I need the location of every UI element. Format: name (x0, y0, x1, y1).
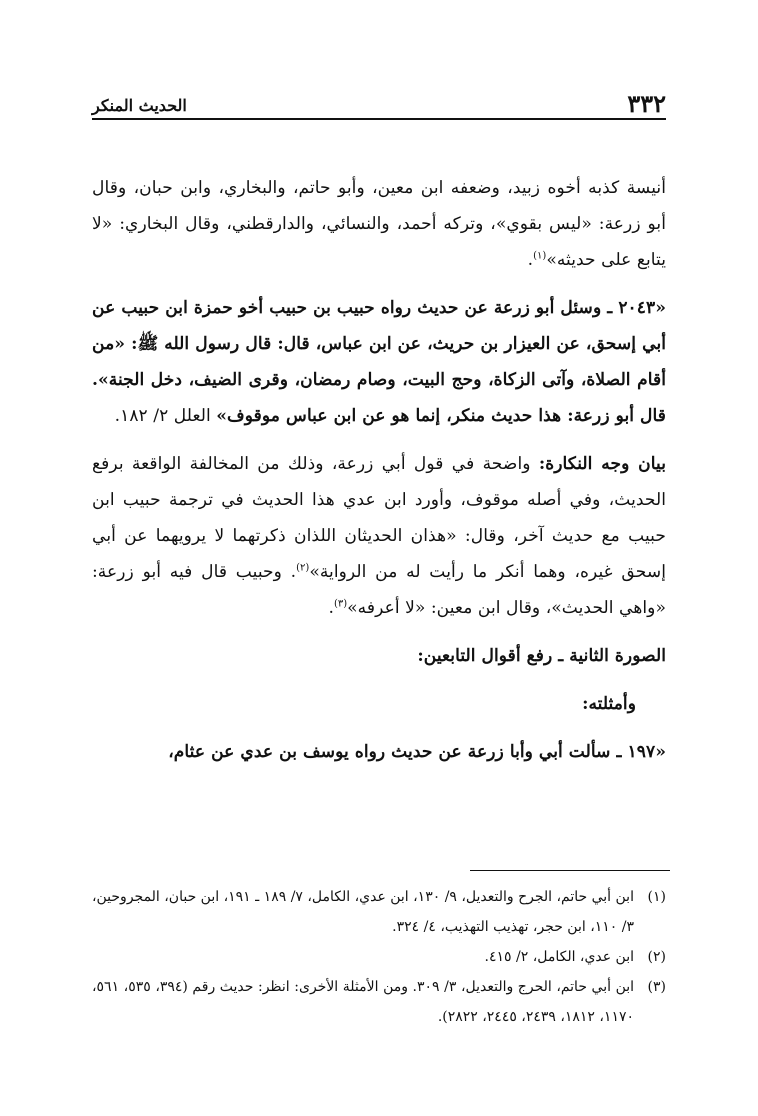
footnote-text: ابن عدي، الكامل، ٢/ ٤١٥. (484, 949, 634, 965)
hadith-2043-source: العلل ٢/ ١٨٢. (114, 406, 217, 426)
paragraph-2043 (92, 290, 666, 434)
body-text (92, 170, 666, 770)
paragraph-explanation (92, 446, 666, 626)
footnotes (92, 882, 666, 1032)
footnote-text: ابن أبي حاتم، الحرج والتعديل، ٣/ ٣٠٩. ومن الأمثلة الأخرى: انظر: حديث رقم (٣٩٤، ٥٣٥، ٥٦١، ١١٧٠، ١٨١٢، ٢٤٣٩، ٢٤٤٥، ٢٨٢٢). (92, 979, 635, 1025)
footnote-ref-2: (٢) (296, 562, 310, 574)
footnote-number: (١) (647, 889, 666, 905)
paragraph-1-end: . (527, 250, 534, 270)
footnote-2 (92, 942, 666, 972)
running-title: الحديث المنكر (92, 96, 187, 115)
explanation-text-a: واضحة في قول أبي زرعة، وذلك من المخالفة الواقعة برفع الحديث، وفي أصله موقوف، وأورد ابن عدي هذا الحديث في ترجمة حبيب ابن حبيب مع حديث آخر، وقال: «هذان الحديثان اللذان ذكرتهما لا يرويهما عن أبي إسحق غيره، وهما أنكر ما رأيت له من الرواية» (92, 454, 666, 582)
page-number: ٣٣٢ (627, 89, 666, 118)
paragraph-197: «١٩٧ ـ سألت أبي وأبا زرعة عن حديث رواه يوسف بن عدي عن عثام، (168, 742, 666, 762)
examples-label: وأمثلته: (582, 694, 636, 714)
footnote-text: ابن أبي حاتم، الجرح والتعديل، ٩/ ١٣٠، ابن عدي، الكامل، ٧/ ١٨٩ ـ ١٩١، ابن حبان، المجروحين، ٣/ ١١٠، ابن حجر، تهذيب التهذيب، ٤/ ٣٢٤. (92, 889, 634, 935)
footnote-divider (470, 870, 670, 871)
explanation-end: . (328, 598, 334, 618)
footnote-ref-3: (٣) (333, 598, 348, 610)
footnote-number: (٢) (647, 949, 666, 965)
hadith-2043-text: «٢٠٤٣ ـ وسئل أبو زرعة عن حديث رواه حبيب بن حبيب أخو حمزة ابن حبيب عن أبي إسحق، عن العيزار بن حريث، عن ابن عباس، قال: قال رسول الله ﷺ: «من أقام الصلاة، وآتى الزكاة، وحج البيت، وصام رمضان، وقرى الضيف، دخل الجنة». قال أبو زرعة: هذا حديث منكر، إنما هو عن ابن عباس موقوف» (92, 298, 666, 426)
footnote-1 (92, 882, 666, 942)
footnote-ref-1: (١) (533, 250, 547, 262)
page-header (92, 84, 666, 120)
explanation-label: بيان وجه النكارة: (538, 454, 666, 474)
section-title: الصورة الثانية ـ رفع أقوال التابعين: (417, 646, 666, 666)
explanation-text-b: . وحبيب قال فيه أبو زرعة: «واهي الحديث»، وقال ابن معين: «لا أعرفه» (92, 562, 666, 618)
footnote-number: (٣) (647, 979, 666, 995)
footnote-3 (92, 972, 666, 1032)
paragraph-1 (92, 170, 666, 278)
paragraph-1-text: أنيسة كذبه أخوه زبيد، وضعفه ابن معين، وأبو حاتم، والبخاري، وابن حبان، وقال أبو زرعة: «ليس بقوي»، وتركه أحمد، والنسائي، والدارقطني، وقال البخاري: «لا يتابع على حديثه» (92, 178, 666, 270)
